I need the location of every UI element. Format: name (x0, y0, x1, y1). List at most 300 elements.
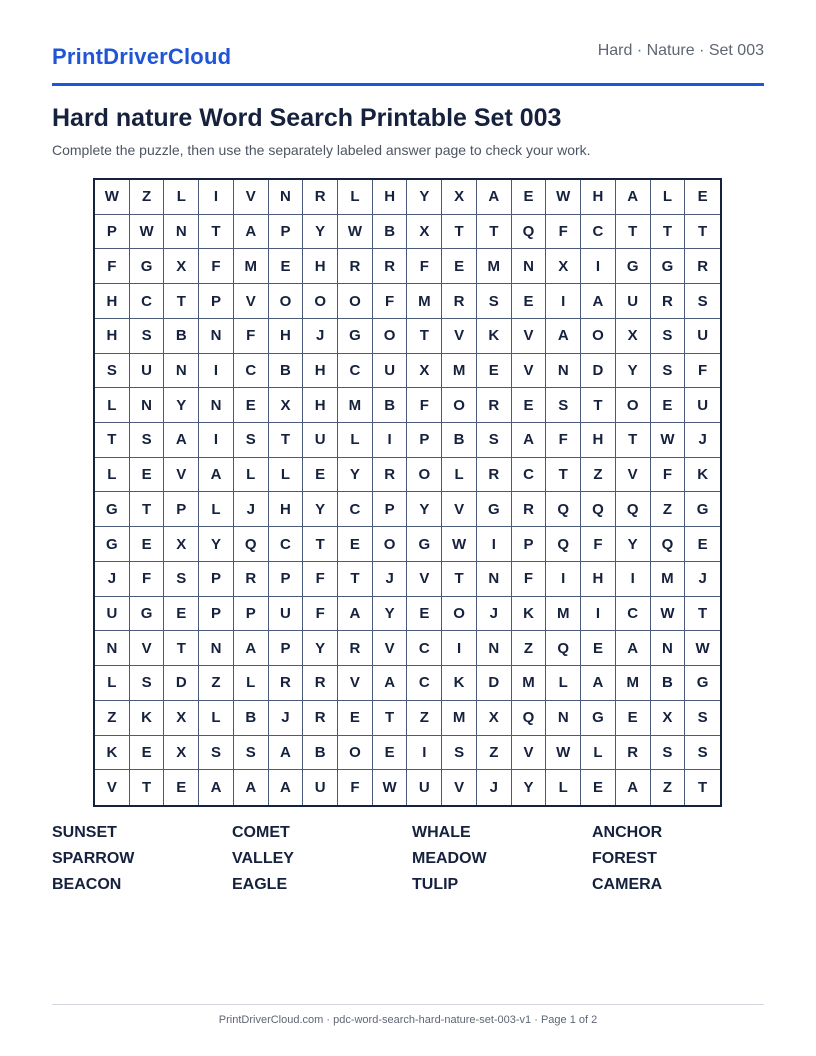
grid-cell: R (685, 249, 720, 284)
grid-cell: Y (407, 492, 442, 527)
grid-cell: U (303, 770, 338, 805)
grid-cell: M (477, 249, 512, 284)
grid-cell: G (407, 527, 442, 562)
grid-cell: H (303, 388, 338, 423)
grid-cell: Q (581, 492, 616, 527)
word-list-item: SPARROW (52, 850, 135, 867)
grid-cell: E (234, 388, 269, 423)
grid-cell: B (373, 215, 408, 250)
page-title: Hard nature Word Search Printable Set 003 (52, 104, 562, 132)
grid-cell: A (616, 180, 651, 215)
grid-cell: V (164, 458, 199, 493)
grid-cell: G (685, 492, 720, 527)
grid-cell: I (373, 423, 408, 458)
grid-cell: F (651, 458, 686, 493)
grid-cell: Z (651, 492, 686, 527)
grid-cell: A (477, 180, 512, 215)
grid-cell: T (164, 631, 199, 666)
grid-cell: F (95, 249, 130, 284)
word-list (52, 824, 772, 894)
grid-cell: U (407, 770, 442, 805)
grid-cell: E (512, 284, 547, 319)
grid-cell: M (442, 354, 477, 389)
grid-cell: F (234, 319, 269, 354)
grid-cell: A (164, 423, 199, 458)
grid-cell: U (373, 354, 408, 389)
word-list-item: CAMERA (592, 876, 663, 893)
grid-cell: T (303, 527, 338, 562)
word-list-item: BEACON (52, 876, 122, 893)
grid-cell: O (373, 319, 408, 354)
grid-cell: S (477, 284, 512, 319)
grid-cell: W (95, 180, 130, 215)
grid-cell: V (234, 284, 269, 319)
grid-cell: V (338, 666, 373, 701)
grid-cell: S (651, 736, 686, 771)
grid-cell: Y (303, 631, 338, 666)
grid-cell: M (651, 562, 686, 597)
grid-cell: V (234, 180, 269, 215)
grid-cell: Q (512, 215, 547, 250)
grid-cell: C (234, 354, 269, 389)
grid-cell: H (303, 354, 338, 389)
grid-cell: U (616, 284, 651, 319)
grid-cell: K (95, 736, 130, 771)
grid-cell: R (303, 180, 338, 215)
grid-cell: A (512, 423, 547, 458)
grid-cell: E (581, 770, 616, 805)
grid-cell: A (546, 319, 581, 354)
grid-cell: R (442, 284, 477, 319)
grid-cell: M (616, 666, 651, 701)
grid-cell: J (234, 492, 269, 527)
grid-cell: T (407, 319, 442, 354)
grid-cell: N (269, 180, 304, 215)
grid-cell: T (477, 215, 512, 250)
grid-cell: Z (95, 701, 130, 736)
grid-cell: O (442, 388, 477, 423)
brand-logo: PrintDriverCloud (52, 44, 232, 69)
grid-cell: F (373, 284, 408, 319)
grid-cell: O (269, 284, 304, 319)
grid-cell: Z (581, 458, 616, 493)
grid-cell: A (234, 215, 269, 250)
grid-cell: V (512, 319, 547, 354)
grid-cell: Y (199, 527, 234, 562)
word-list-item: EAGLE (232, 876, 288, 893)
grid-cell: V (442, 319, 477, 354)
grid-cell: E (130, 736, 165, 771)
grid-cell: E (685, 180, 720, 215)
grid-cell: B (234, 701, 269, 736)
grid-cell: C (338, 492, 373, 527)
grid-cell: G (130, 597, 165, 632)
grid-cell: E (373, 736, 408, 771)
grid-cell: X (164, 736, 199, 771)
grid-cell: M (442, 701, 477, 736)
grid-cell: N (477, 631, 512, 666)
grid-cell: E (164, 770, 199, 805)
grid-cell: A (199, 770, 234, 805)
grid-cell: Y (616, 354, 651, 389)
grid-cell: V (512, 736, 547, 771)
grid-cell: K (130, 701, 165, 736)
header-divider (52, 83, 764, 86)
grid-cell: E (338, 527, 373, 562)
grid-cell: E (477, 354, 512, 389)
grid-cell: O (407, 458, 442, 493)
grid-cell: B (651, 666, 686, 701)
grid-cell: V (130, 631, 165, 666)
grid-cell: B (373, 388, 408, 423)
grid-cell: R (616, 736, 651, 771)
grid-cell: U (130, 354, 165, 389)
grid-cell: N (546, 354, 581, 389)
grid-cell: A (581, 284, 616, 319)
grid-cell: Q (651, 527, 686, 562)
grid-cell: R (512, 492, 547, 527)
grid-cell: I (477, 527, 512, 562)
grid-cell: M (512, 666, 547, 701)
grid-cell: L (199, 701, 234, 736)
grid-cell: A (269, 770, 304, 805)
grid-cell: W (685, 631, 720, 666)
grid-cell: X (616, 319, 651, 354)
grid-cell: E (269, 249, 304, 284)
word-search-grid (93, 178, 722, 807)
grid-cell: J (685, 423, 720, 458)
grid-cell: C (512, 458, 547, 493)
grid-cell: G (616, 249, 651, 284)
grid-cell: L (338, 423, 373, 458)
grid-cell: Z (512, 631, 547, 666)
grid-cell: Y (338, 458, 373, 493)
grid-cell: I (616, 562, 651, 597)
grid-cell: E (303, 458, 338, 493)
grid-cell: T (442, 562, 477, 597)
word-list-item: COMET (232, 824, 290, 841)
grid-cell: I (407, 736, 442, 771)
grid-cell: N (130, 388, 165, 423)
set-label: Hard · Nature · Set 003 (597, 42, 764, 59)
grid-cell: M (234, 249, 269, 284)
grid-cell: S (477, 423, 512, 458)
grid-cell: X (477, 701, 512, 736)
grid-cell: D (164, 666, 199, 701)
grid-cell: A (616, 770, 651, 805)
grid-cell: J (373, 562, 408, 597)
grid-cell: J (477, 770, 512, 805)
grid-cell: J (95, 562, 130, 597)
grid-cell: Z (407, 701, 442, 736)
grid-cell: B (442, 423, 477, 458)
grid-cell: D (581, 354, 616, 389)
grid-cell: V (373, 631, 408, 666)
grid-cell: F (512, 562, 547, 597)
grid-cell: U (685, 388, 720, 423)
grid-cell: C (338, 354, 373, 389)
grid-cell: X (407, 215, 442, 250)
grid-cell: L (199, 492, 234, 527)
grid-cell: K (512, 597, 547, 632)
grid-cell: S (651, 354, 686, 389)
grid-cell: X (442, 180, 477, 215)
grid-cell: M (407, 284, 442, 319)
grid-cell: Z (651, 770, 686, 805)
grid-cell: T (269, 423, 304, 458)
grid-cell: G (685, 666, 720, 701)
grid-cell: Y (512, 770, 547, 805)
grid-cell: N (546, 701, 581, 736)
grid-cell: D (477, 666, 512, 701)
grid-cell: T (373, 701, 408, 736)
grid-cell: L (95, 666, 130, 701)
word-list-item: VALLEY (232, 850, 294, 867)
grid-cell: R (303, 701, 338, 736)
grid-cell: W (442, 527, 477, 562)
grid-cell: R (269, 666, 304, 701)
grid-cell: M (338, 388, 373, 423)
grid-cell: X (164, 249, 199, 284)
grid-cell: J (477, 597, 512, 632)
grid-cell: H (269, 319, 304, 354)
grid-cell: H (373, 180, 408, 215)
grid-cell: F (303, 597, 338, 632)
grid-cell: O (303, 284, 338, 319)
grid-cell: S (199, 736, 234, 771)
grid-cell: W (651, 597, 686, 632)
grid-cell: K (685, 458, 720, 493)
grid-cell: I (581, 597, 616, 632)
grid-cell: R (373, 458, 408, 493)
grid-cell: A (269, 736, 304, 771)
grid-cell: N (477, 562, 512, 597)
grid-cell: I (546, 284, 581, 319)
grid-cell: W (338, 215, 373, 250)
grid-cell: V (616, 458, 651, 493)
grid-cell: T (651, 215, 686, 250)
grid-cell: P (407, 423, 442, 458)
grid-cell: Z (130, 180, 165, 215)
grid-cell: I (442, 631, 477, 666)
grid-cell: A (338, 597, 373, 632)
grid-cell: Q (546, 492, 581, 527)
grid-cell: I (581, 249, 616, 284)
grid-cell: X (407, 354, 442, 389)
grid-cell: B (269, 354, 304, 389)
grid-cell: V (442, 492, 477, 527)
grid-cell: E (651, 388, 686, 423)
grid-cell: E (512, 180, 547, 215)
grid-cell: N (199, 631, 234, 666)
grid-cell: P (95, 215, 130, 250)
grid-cell: N (651, 631, 686, 666)
grid-cell: H (95, 284, 130, 319)
grid-cell: S (234, 423, 269, 458)
grid-cell: G (338, 319, 373, 354)
grid-cell: L (234, 458, 269, 493)
grid-cell: P (199, 284, 234, 319)
grid-cell: P (269, 562, 304, 597)
page-subtitle: Complete the puzzle, then use the separately labeled answer page to check your work. (52, 142, 591, 158)
grid-cell: R (477, 458, 512, 493)
grid-cell: F (546, 215, 581, 250)
grid-cell: R (303, 666, 338, 701)
grid-cell: Y (164, 388, 199, 423)
grid-cell: E (407, 597, 442, 632)
grid-cell: T (130, 770, 165, 805)
grid-cell: H (581, 423, 616, 458)
grid-cell: I (199, 423, 234, 458)
grid-cell: C (616, 597, 651, 632)
grid-cell: Y (303, 492, 338, 527)
grid-cell: O (338, 736, 373, 771)
grid-cell: T (199, 215, 234, 250)
grid-cell: W (651, 423, 686, 458)
grid-cell: E (164, 597, 199, 632)
grid-cell: T (581, 388, 616, 423)
grid-cell: A (373, 666, 408, 701)
grid-cell: Z (477, 736, 512, 771)
grid-cell: L (546, 666, 581, 701)
grid-cell: G (651, 249, 686, 284)
grid-cell: L (164, 180, 199, 215)
grid-cell: L (338, 180, 373, 215)
grid-cell: U (685, 319, 720, 354)
word-list-item: WHALE (412, 824, 471, 841)
grid-cell: T (130, 492, 165, 527)
grid-cell: F (130, 562, 165, 597)
grid-cell: A (234, 770, 269, 805)
grid-cell: I (199, 180, 234, 215)
grid-cell: L (269, 458, 304, 493)
grid-cell: N (164, 354, 199, 389)
grid-cell: C (407, 631, 442, 666)
grid-cell: T (442, 215, 477, 250)
grid-cell: S (95, 354, 130, 389)
grid-cell: J (685, 562, 720, 597)
grid-cell: Q (546, 631, 581, 666)
grid-cell: T (685, 215, 720, 250)
grid-cell: S (130, 666, 165, 701)
grid-cell: T (616, 215, 651, 250)
grid-cell: I (546, 562, 581, 597)
grid-cell: C (581, 215, 616, 250)
grid-cell: W (373, 770, 408, 805)
grid-cell: P (373, 492, 408, 527)
grid-cell: U (95, 597, 130, 632)
grid-cell: H (581, 562, 616, 597)
grid-cell: Y (616, 527, 651, 562)
grid-cell: X (269, 388, 304, 423)
grid-cell: W (546, 736, 581, 771)
grid-cell: J (303, 319, 338, 354)
grid-cell: B (303, 736, 338, 771)
grid-cell: F (407, 249, 442, 284)
word-list-item: TULIP (412, 876, 459, 893)
grid-cell: M (546, 597, 581, 632)
grid-cell: K (477, 319, 512, 354)
grid-cell: O (373, 527, 408, 562)
grid-cell: P (199, 597, 234, 632)
grid-cell: E (616, 701, 651, 736)
grid-cell: S (442, 736, 477, 771)
grid-cell: W (130, 215, 165, 250)
grid-cell: R (477, 388, 512, 423)
grid-cell: T (338, 562, 373, 597)
grid-cell: T (164, 284, 199, 319)
grid-cell: Q (616, 492, 651, 527)
grid-cell: N (95, 631, 130, 666)
grid-cell: A (616, 631, 651, 666)
grid-cell: R (338, 631, 373, 666)
grid-cell: P (269, 215, 304, 250)
grid-cell: G (95, 527, 130, 562)
grid-cell: L (234, 666, 269, 701)
grid-cell: R (338, 249, 373, 284)
grid-cell: G (95, 492, 130, 527)
grid-cell: N (199, 388, 234, 423)
grid-cell: I (199, 354, 234, 389)
grid-cell: H (581, 180, 616, 215)
grid-cell: G (130, 249, 165, 284)
grid-cell: C (130, 284, 165, 319)
grid-cell: O (616, 388, 651, 423)
grid-cell: S (130, 319, 165, 354)
grid-cell: S (546, 388, 581, 423)
grid-cell: X (164, 701, 199, 736)
grid-cell: C (269, 527, 304, 562)
grid-cell: S (234, 736, 269, 771)
grid-cell: P (164, 492, 199, 527)
grid-cell: T (685, 597, 720, 632)
grid-cell: O (338, 284, 373, 319)
grid-cell: R (373, 249, 408, 284)
grid-cell: X (164, 527, 199, 562)
grid-cell: F (199, 249, 234, 284)
grid-cell: R (234, 562, 269, 597)
grid-cell: Q (546, 527, 581, 562)
grid-cell: Y (373, 597, 408, 632)
grid-cell: J (269, 701, 304, 736)
grid-cell: F (546, 423, 581, 458)
grid-cell: L (581, 736, 616, 771)
grid-cell: H (95, 319, 130, 354)
grid-cell: T (698, 779, 708, 797)
grid-cell: P (512, 527, 547, 562)
grid-cell: G (581, 701, 616, 736)
grid-cell: F (685, 354, 720, 389)
grid-cell: L (651, 180, 686, 215)
grid-cell: V (95, 770, 130, 805)
word-list-item: SUNSET (52, 824, 117, 841)
grid-cell: H (269, 492, 304, 527)
grid-cell: S (651, 319, 686, 354)
grid-cell: X (651, 701, 686, 736)
grid-cell: V (512, 354, 547, 389)
grid-cell: T (95, 423, 130, 458)
grid-cell: E (130, 458, 165, 493)
grid-cell: T (616, 423, 651, 458)
grid-cell: A (234, 631, 269, 666)
grid-cell: H (303, 249, 338, 284)
grid-cell: S (130, 423, 165, 458)
word-list-item: FOREST (592, 850, 657, 867)
grid-cell: G (477, 492, 512, 527)
grid-cell: Y (407, 180, 442, 215)
grid-cell: V (407, 562, 442, 597)
grid-cell: N (164, 215, 199, 250)
